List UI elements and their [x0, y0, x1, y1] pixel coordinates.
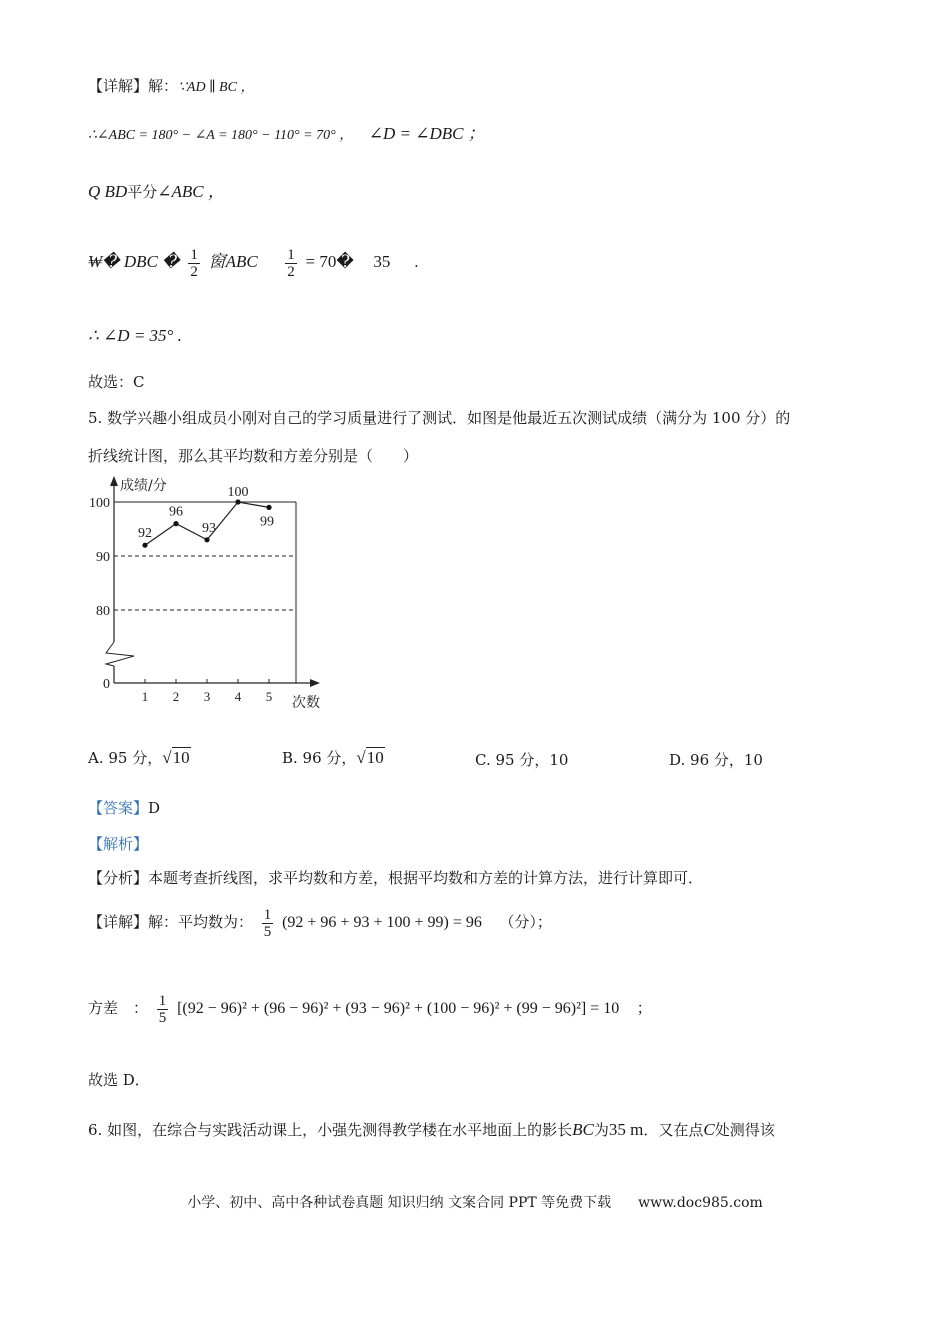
x-tick-label-3: 3	[203, 689, 211, 704]
solution4-line3	[88, 182, 225, 202]
solution4-line1	[88, 76, 254, 98]
question6-text-a: 6. 如图，在综合与实践活动课上，小强先测得教学楼在水平地面上的影长	[88, 1121, 573, 1139]
fraction-fifth: $\frac{1}{5}$	[263, 906, 272, 940]
parallel-condition: ∵AD ∥ BC ，	[178, 80, 255, 95]
data-label-2: 96	[169, 504, 183, 520]
mean-label: 【详解】解：平均数为：	[88, 913, 254, 931]
option-b-label: B. 96 分，	[282, 749, 357, 767]
question6-text-d: 处测得该	[714, 1121, 775, 1139]
fenxi-line: 【分析】本题考查折线图，求平均数和方差，根据平均数和方差的计算方法，进行计算即可．	[88, 869, 704, 887]
data-point-1	[142, 543, 147, 548]
option-b[interactable]	[282, 748, 385, 768]
bd-symbol: Q BD	[88, 182, 128, 201]
sqrt-expression: √10	[162, 748, 190, 767]
solution4-line4	[88, 244, 419, 280]
garbled-part-a: ₩� DBC �	[88, 252, 180, 271]
data-label-3: 93	[202, 520, 216, 536]
footer-url[interactable]: www.doc985.com	[638, 1195, 763, 1211]
answer-line	[88, 798, 160, 818]
y-tick-label-90: 90	[96, 550, 110, 565]
score-line-chart	[78, 470, 358, 720]
analysis-label: 【解析】	[88, 835, 149, 853]
option-d[interactable]	[669, 750, 763, 770]
x-tick-label-1: 1	[141, 689, 149, 704]
variance-label: 方差 ：	[88, 999, 149, 1017]
segment-bc: BC	[572, 1120, 594, 1139]
answer-label: 【答案】	[88, 799, 149, 817]
mean-expression: (92 + 96 + 93 + 100 + 99) = 96	[282, 914, 482, 931]
data-point-3	[204, 537, 209, 542]
axis-break-icon	[106, 642, 134, 666]
fraction-half-2: $\frac{1}{2}$	[287, 246, 295, 280]
angle-abc-calc: ∴∠ABC = 180° − ∠A = 180° − 110° = 70° ，	[88, 128, 354, 143]
mean-line	[88, 904, 552, 941]
period: .	[413, 253, 419, 271]
solution4-choice: 故选：C	[88, 373, 145, 391]
option-c-label: C. 95 分，10	[475, 751, 569, 769]
y-axis-arrow	[110, 476, 118, 486]
detail-label: 【详解】解：	[88, 77, 179, 95]
footer-text: 小学、初中、高中各种试卷真题 知识归纳 文案合同 PPT 等免费下载	[187, 1195, 612, 1211]
answer5-choice: 故选 D．	[88, 1071, 150, 1089]
y-axis-label: 成绩/分	[120, 478, 167, 494]
y-tick-label-80: 80	[96, 604, 110, 619]
mean-unit: （分）；	[499, 913, 552, 931]
question5-line2: 折线统计图，那么其平均数和方差分别是（ ）	[88, 447, 419, 465]
data-point-5	[266, 505, 271, 510]
sqrt-expression: √10	[356, 748, 384, 767]
question5-line1: 5. 数学兴趣小组成员小刚对自己的学习质量进行了测试．如图是他最近五次测试成绩（满分为 100 分）的	[88, 409, 791, 427]
x-tick-label-5: 5	[265, 689, 273, 704]
shadow-length: 35 m	[608, 1120, 644, 1139]
variance-expression: [(92 − 96)² + (96 − 96)² + (93 − 96)² + (100 − 96)² + (99 − 96)²] = 10	[177, 1000, 620, 1017]
question6-line1	[88, 1120, 775, 1140]
x-axis-arrow	[310, 679, 320, 687]
data-label-1: 92	[138, 526, 152, 542]
option-c[interactable]	[475, 750, 568, 770]
data-point-2	[173, 521, 178, 526]
fraction-fifth-2: $\frac{1}{5}$	[158, 992, 167, 1026]
y-tick-label-100: 100	[89, 496, 110, 511]
y-tick-label-0: 0	[103, 677, 110, 692]
data-label-5: 99	[260, 514, 274, 530]
question6-text-b: 为	[593, 1121, 609, 1139]
point-c: C	[703, 1120, 715, 1139]
x-tick-label-2: 2	[172, 689, 180, 704]
bisects-text: 平分	[127, 183, 158, 201]
option-d-label: D. 96 分，10	[669, 751, 763, 769]
value-35: 35	[373, 252, 391, 271]
solution4-line2	[88, 124, 485, 146]
x-tick-label-4: 4	[234, 689, 242, 704]
angle-abc: ∠ABC ，	[157, 182, 225, 201]
page-footer	[0, 1192, 950, 1212]
fraction-half: $\frac{1}{2}$	[190, 246, 198, 280]
question6-text-c: ．又在点	[643, 1121, 704, 1139]
garbled-part-c: = 70�	[305, 252, 354, 271]
data-point-4	[235, 499, 240, 504]
option-a-label: A. 95 分，	[88, 749, 163, 767]
variance-line	[88, 990, 652, 1027]
x-axis-label: 次数	[292, 695, 320, 711]
option-a[interactable]	[88, 748, 191, 768]
answer-value: D	[148, 799, 161, 817]
angle-d-equality: ∠D = ∠DBC ；	[368, 124, 485, 143]
variance-end: ；	[636, 999, 652, 1017]
angle-d-result: ∴ ∠D = 35° .	[88, 326, 182, 345]
solution4-line5	[88, 326, 182, 346]
data-label-4: 100	[227, 485, 249, 500]
garbled-part-b: 窗ABC	[208, 252, 258, 271]
